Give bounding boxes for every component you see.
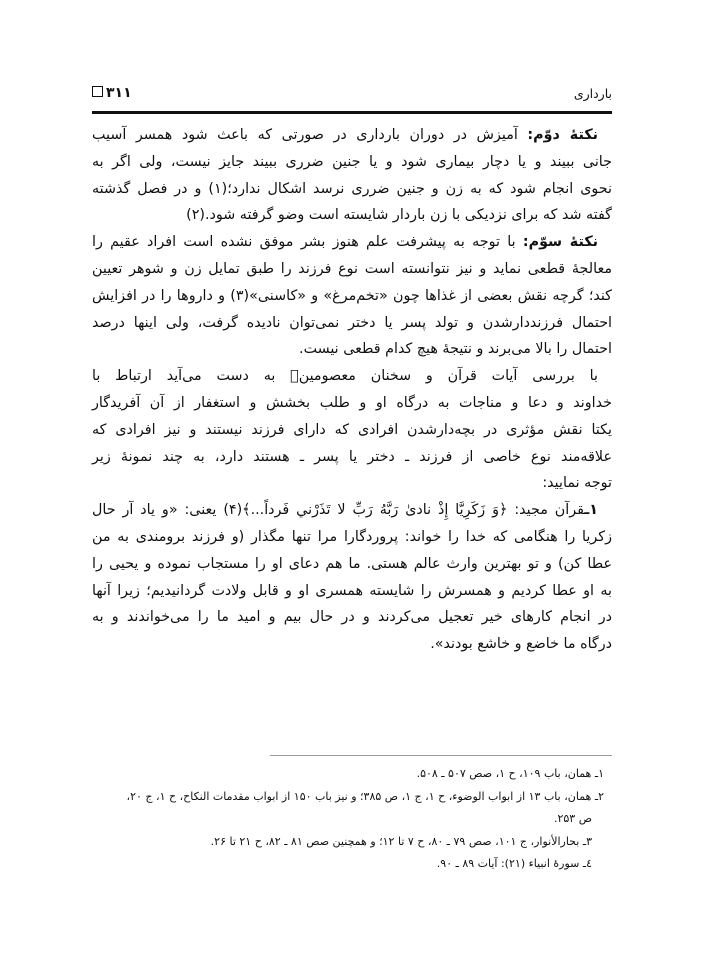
page-number-text: ۳۱۱ (106, 85, 132, 101)
footnote-3: ۳ـ بحارالأنوار، ج ۱۰۱، صص ۷۹ ـ ۸۰، ح ۷ تا ۱۲؛ و همچنین صص ۸۱ ـ ۸۲، ح ۲۱ تا ۲۶. (210, 834, 592, 848)
paragraph-line (92, 444, 612, 471)
paragraph-line (92, 149, 612, 176)
paragraph-line (92, 417, 612, 444)
footnote-1: ۱ـ همان، باب ۱۰۹، ح ۱، صص ۵۰۷ ـ ۵۰۸. (416, 767, 604, 780)
line-text: با توجه به پیشرفت علم هنوز بشر موفق نشده است افراد عقیم را (92, 234, 523, 251)
line-text: درگاه ما خاضع و خاشع بودند». (430, 636, 612, 653)
paragraph-line (92, 202, 612, 229)
bold-lead: ۱ـ (584, 502, 598, 519)
bold-lead: نکتهٔ سوّم: (522, 234, 598, 251)
header-rule (92, 111, 612, 114)
running-title: بارداری (573, 86, 612, 101)
square-icon (92, 86, 103, 97)
footnote-rule (270, 755, 612, 756)
paragraph-line (92, 551, 612, 578)
line-text: احتمال فرزنددارشدن و تولد پسر یا دختر نمی‌توان نادیده گرفت، ولی اینها درصد (92, 314, 612, 331)
line-text: قرآن مجید: ﴿وَ زَكَرِيَّا إِذْ نادىٰ رَبَّهُ رَبِّ لا تَذَرْني فَرداً...﴾(۴) یعنی: «و یاد آر حال (92, 502, 585, 519)
paragraph-line (92, 524, 612, 551)
line-text: در انجام کارهای خیر تعجیل می‌کردند و در حال بیم و امید ما را می‌خواندند و به (92, 609, 612, 626)
paragraph-line (92, 363, 612, 390)
line-text: نحوی انجام شود که به زن و جنین ضرری نرسد اشکال ندارد؛(۱) و در فصل گذشته (92, 180, 612, 197)
line-text: خداوند و دعا و مناجات به درگاه او و طلب بخشش و استغفار از آن آفریدگار (92, 394, 612, 411)
line-text: با بررسی آیات قرآن و سخنان معصومینؑ به دست می‌آید ارتباط با (92, 368, 598, 385)
paragraph-line (92, 631, 612, 658)
line-text: زکریا را هنگامی که خدا را خواند: پروردگارا مرا تنها مگذار (و فرزند برومندی به من (92, 528, 612, 545)
paragraph-line (92, 497, 612, 524)
page-number (92, 85, 132, 101)
paragraph-line (92, 310, 612, 337)
paragraph-line (92, 578, 612, 605)
line-text: یکتا نقش مؤثری در بچه‌دارشدن افرادی که دارای فرزند نیستند و نیز افرادی که (92, 421, 612, 438)
paragraph-line (92, 470, 612, 497)
line-text: گفته شد که برای نزدیکی با زن باردار شایسته است وضو گرفته شود.(۲) (186, 207, 612, 224)
line-text: به او عطا کردیم و همسرش را شایسته همسری او و قابل ولادت گردانیدیم؛ زیرا آنها (92, 582, 612, 599)
footnotes (92, 763, 604, 876)
footnote-4: ٤ـ سورهٔ انبیاء (۲۱): آیات ۸۹ ـ ۹۰. (436, 857, 592, 870)
line-text: جانی ببیند و یا دچار بیماری شود و یا جنین ضرری ببیند جایز نیست، ولی اگر به (92, 153, 612, 170)
paragraph-line (92, 336, 612, 363)
line-text: معالجهٔ قطعی نماید و نیز نتوانسته است نوع فرزند را طبق تمایل زن و شوهر تعیین (92, 260, 612, 277)
paragraph-line (92, 390, 612, 417)
paragraph-line (92, 229, 612, 256)
line-text: کند؛ گرچه نقش بعضی از غذاها چون «تخم‌مرغ» و «کاسنی»(۳) و داروها را در افزایش (92, 287, 612, 304)
line-text: علاقه‌مند نوع خاصی از فرزند ـ دختر یا پسر ـ هستند دارد، به چند نمونهٔ زیر (92, 448, 612, 465)
footnote-2-continued: ص ۲۵۳. (553, 812, 592, 825)
page-header (92, 86, 612, 106)
paragraph-line (92, 256, 612, 283)
bold-lead: نکتهٔ دوّم: (527, 127, 598, 143)
paragraph-line (92, 176, 612, 203)
footnote-2: ۲ـ همان، باب ۱۳ از ابواب الوضوء، ح ۱، ج ۱، ص ۳۸۵؛ و نیز باب ۱۵۰ از ابواب مقدمات النکاح، ح ۱، ج ۲۰، (126, 789, 604, 803)
line-text: توجه نمایید: (542, 475, 612, 492)
paragraph-line (92, 283, 612, 310)
paragraph-line (92, 122, 612, 149)
line-text: عطا کن) و تو بهترین وارث عالم هستی. ما هم دعای او را مستجاب نموده و یحیی را (92, 555, 612, 572)
paragraph-line (92, 604, 612, 631)
line-text: آمیزش در دوران بارداری در صورتی که باعث شود همسر آسیب (92, 127, 528, 143)
line-text: احتمال را بالا می‌برند و نتیجهٔ هیچ کدام قطعی نیست. (299, 341, 612, 358)
body-text (92, 122, 612, 658)
